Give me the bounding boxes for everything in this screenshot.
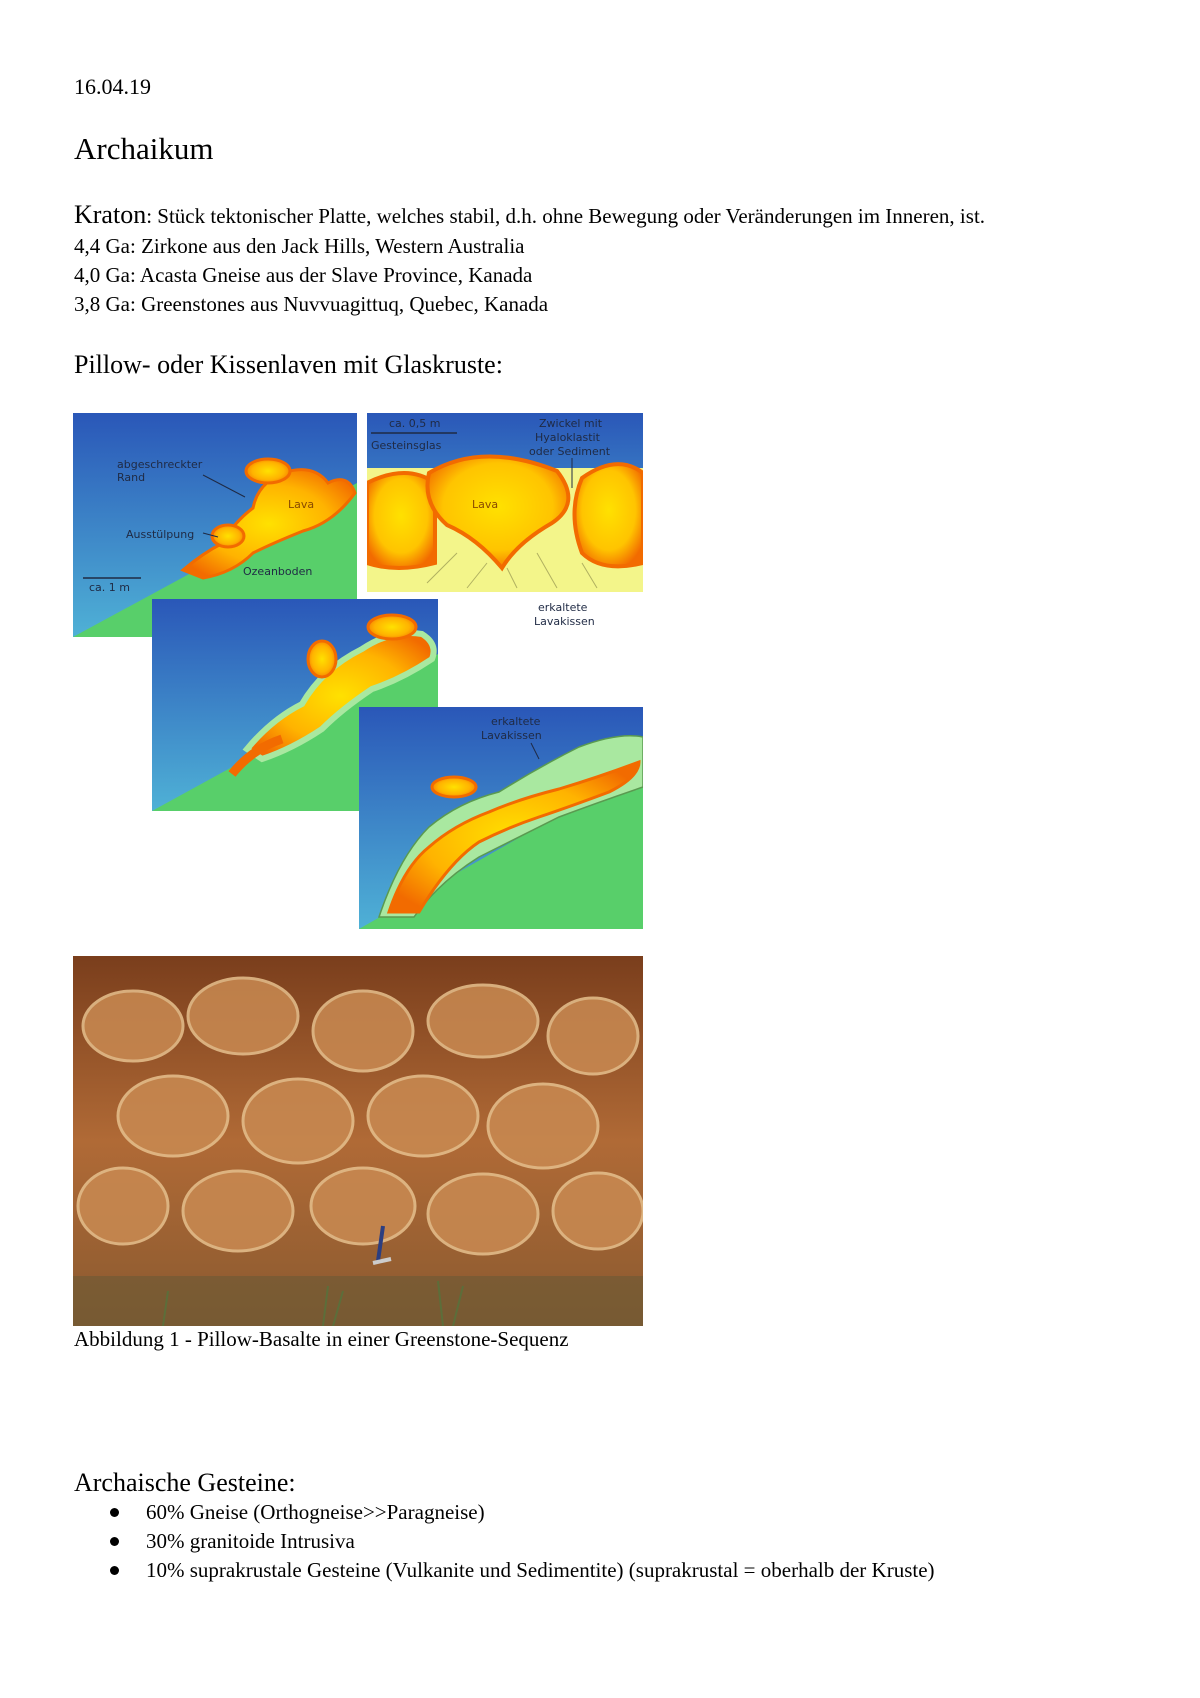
list-item: 30% granitoide Intrusiva (100, 1527, 935, 1556)
page-title: Archaikum (74, 131, 214, 166)
label-hyaloklastit: Hyaloklastit (535, 431, 600, 444)
label-lava-2: Lava (472, 498, 499, 511)
label-ausstuelpung: Ausstülpung (126, 528, 195, 541)
fact-line: 4,0 Ga: Acasta Gneise aus der Slave Province, Kanada (74, 263, 533, 287)
rocks-list (100, 1498, 935, 1585)
kraton-text: : Stück tektonischer Platte, welches stabil, d.h. ohne Bewegung oder Veränderungen im Inneren, ist. (146, 204, 986, 228)
fact-line: 3,8 Ga: Greenstones aus Nuvvuagittuq, Quebec, Kanada (74, 292, 549, 316)
label-lavakissen-2: Lavakissen (481, 729, 542, 742)
label-group-cooled-pillows (520, 598, 630, 634)
pillow-basalt-photo (73, 956, 643, 1326)
label-scale-05m: ca. 0,5 m (389, 417, 441, 430)
list-item: 10% suprakrustale Gesteine (Vulkanite und Sedimentite) (suprakrustal = oberhalb der Kruste) (100, 1556, 935, 1585)
label-erkaltete: erkaltete (538, 601, 588, 614)
label-gesteinsglas: Gesteinsglas (371, 439, 442, 452)
bullet-icon (110, 1566, 119, 1575)
label-sediment: oder Sediment (529, 445, 611, 458)
label-erkaltete-2: erkaltete (491, 715, 541, 728)
pillow-heading: Pillow- oder Kissenlaven mit Glaskruste: (74, 350, 503, 379)
diagram-panel-cross-section (367, 413, 643, 592)
label-zwickel: Zwickel mit (539, 417, 603, 430)
label-rand-2: Rand (117, 471, 146, 484)
label-lava: Lava (288, 498, 315, 511)
kraton-definition (74, 200, 985, 230)
list-item: 60% Gneise (Orthogneise>>Paragneise) (100, 1498, 935, 1527)
bullet-icon (110, 1537, 119, 1546)
document-date: 16.04.19 (74, 74, 151, 99)
label-rand: abgeschreckter (117, 458, 203, 471)
fact-line: 4,4 Ga: Zirkone aus den Jack Hills, Western Australia (74, 234, 525, 258)
bullet-icon (110, 1508, 119, 1517)
kraton-term: Kraton (74, 200, 147, 229)
rocks-heading: Archaische Gesteine: (74, 1468, 296, 1497)
diagram-panel-cooled (359, 707, 643, 929)
label-ozeanboden: Ozeanboden (243, 565, 313, 578)
label-scale-1m: ca. 1 m (89, 581, 130, 594)
label-lavakissen: Lavakissen (534, 615, 595, 628)
figure-caption: Abbildung 1 - Pillow-Basalte in einer Greenstone-Sequenz (74, 1327, 569, 1351)
